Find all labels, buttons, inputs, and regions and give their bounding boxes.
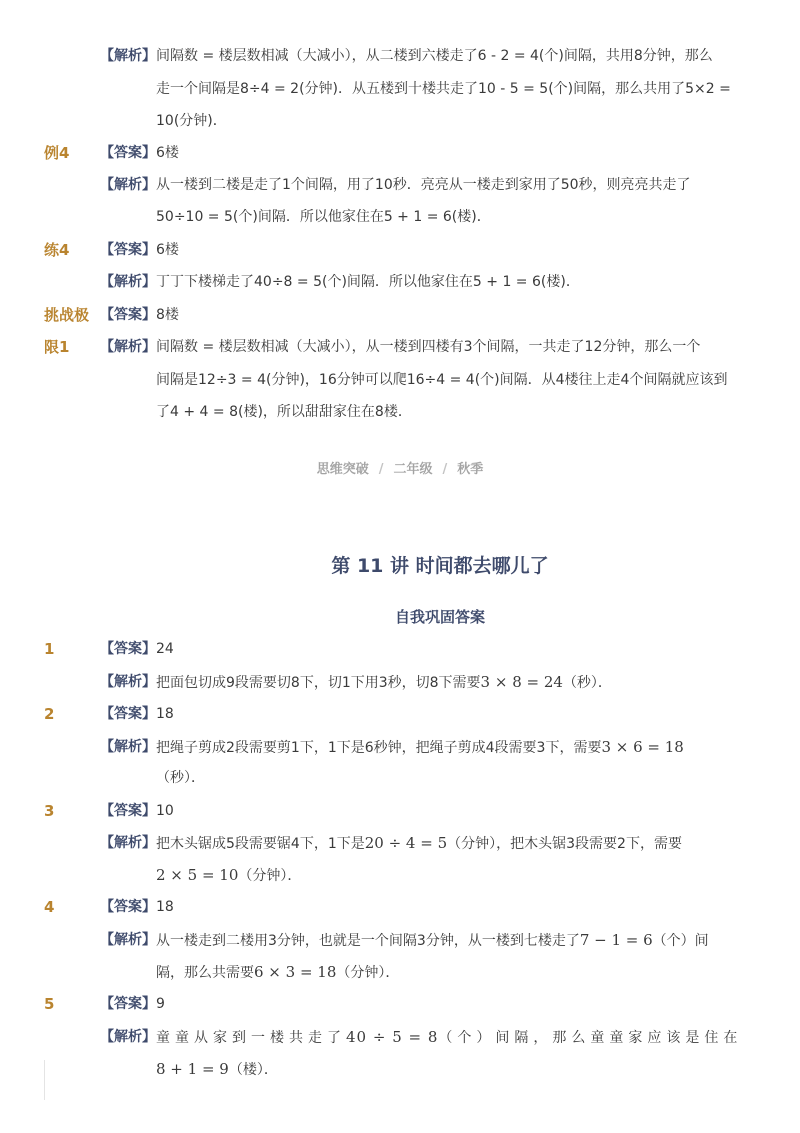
analysis-text	[156, 931, 716, 950]
answer-text: 18	[156, 899, 174, 915]
analysis-text: 间隔是12÷3 = 4(分钟)，16分钟可以爬16÷4 = 4(个)间隔．从4楼往上走4个间隔就应该到	[156, 372, 728, 388]
answer-tag: 【答案】	[100, 307, 156, 323]
answer-tag: 【答案】	[100, 145, 156, 161]
analysis-tag: 【解析】	[100, 739, 156, 755]
analysis-tag: 【解析】	[100, 339, 156, 355]
section-title: 自我巩固答案	[394, 608, 485, 626]
math-expression: 8 + 1 = 9	[156, 1060, 229, 1078]
answer-text: 6楼	[156, 145, 179, 161]
item-number: 2	[44, 705, 55, 723]
answer-tag: 【答案】	[100, 803, 156, 819]
analysis-text-part: （秒）．	[562, 675, 612, 691]
answer-text: 24	[156, 641, 174, 657]
math-expression: 7 − 1 = 6	[579, 931, 653, 949]
answer-text: 9	[156, 996, 165, 1012]
analysis-tag: 【解析】	[100, 177, 156, 193]
analysis-text-part: 把面包切成9段需要切8下，切1下用3秒，切8下需要	[156, 675, 481, 691]
analysis-text-part: 童童从家到一楼共走了	[156, 1030, 346, 1046]
answer-tag: 【答案】	[100, 242, 156, 258]
answer-text: 6楼	[156, 242, 179, 258]
analysis-text: 走一个间隔是8÷4 = 2(分钟)．从五楼到十楼共走了10 - 5 = 5(个)间隔，那么共用了5×2 =	[156, 81, 731, 97]
analysis-text-part: （分钟）．	[238, 868, 302, 884]
math-expression: 3 × 8 = 24	[480, 673, 563, 691]
analysis-text: 间隔数 = 楼层数相减（大减小），从一楼到四楼有3个间隔，一共走了12分钟，那么一个	[156, 339, 701, 355]
footer-separator: /	[378, 462, 384, 477]
analysis-text: 10(分钟)．	[156, 113, 227, 129]
margin-rule	[44, 1060, 45, 1100]
footer-grade: 二年级	[393, 462, 433, 477]
practice-label: 练4	[44, 241, 70, 259]
analysis-text-part: 从一楼走到二楼用3分钟，也就是一个间隔3分钟，从一楼到七楼走了	[156, 933, 580, 949]
analysis-text	[156, 673, 716, 692]
analysis-text	[156, 834, 716, 853]
analysis-text-part: （个）间	[652, 933, 709, 949]
analysis-text	[156, 1028, 743, 1047]
analysis-text-part: （分钟），把木头锯3段需要2下，需要	[447, 836, 682, 852]
analysis-text-part: 把木头锯成5段需要锯4下，1下是	[156, 836, 365, 852]
footer-separator: /	[442, 462, 448, 477]
answer-tag: 【答案】	[100, 641, 156, 657]
answer-text: 8楼	[156, 307, 179, 323]
analysis-text-part: （楼）．	[228, 1062, 278, 1078]
answer-tag: 【答案】	[100, 899, 156, 915]
math-expression: 20 ÷ 4 = 5	[364, 834, 448, 852]
challenge-label: 挑战极	[44, 306, 90, 324]
math-expression: 3 × 6 = 18	[601, 738, 684, 756]
analysis-tag: 【解析】	[100, 835, 156, 851]
analysis-text-part: 把绳子剪成2段需要剪1下，1下是6秒钟，把绳子剪成4段需要3下，需要	[156, 740, 602, 756]
math-expression: 40 ÷ 5 = 8	[346, 1028, 439, 1046]
chapter-title: 第 11 讲 时间都去哪儿了	[331, 555, 549, 577]
item-number: 3	[44, 802, 55, 820]
analysis-text	[156, 866, 716, 885]
analysis-tag: 【解析】	[100, 674, 156, 690]
answer-tag: 【答案】	[100, 706, 156, 722]
analysis-text: 从一楼到二楼是走了1个间隔，用了10秒．亮亮从一楼走到家用了50秒，则亮亮共走了	[156, 177, 691, 193]
example-label: 例4	[44, 144, 70, 162]
analysis-text: 间隔数 = 楼层数相减（大减小），从二楼到六楼走了6 - 2 = 4(个)间隔，共用8分钟，那么	[156, 48, 713, 64]
analysis-text	[156, 963, 716, 982]
footer-book: 思维突破	[316, 462, 369, 477]
math-expression: 2 × 5 = 10	[156, 866, 239, 884]
item-number: 5	[44, 995, 55, 1013]
analysis-text-part: （秒）．	[156, 770, 205, 786]
challenge-label-2: 限1	[44, 338, 70, 356]
analysis-text-part: （分钟）．	[336, 965, 400, 981]
analysis-tag: 【解析】	[100, 1029, 156, 1045]
analysis-text-part: （个）间隔，那么童童家应该是住在	[438, 1030, 743, 1046]
analysis-text	[156, 1060, 716, 1079]
math-expression: 6 × 3 = 18	[254, 963, 337, 981]
analysis-text: 50÷10 = 5(个)间隔．所以他家住在5 + 1 = 6(楼)．	[156, 209, 491, 225]
item-number: 4	[44, 898, 55, 916]
analysis-text: 了4 + 4 = 8(楼)，所以甜甜家住在8楼．	[156, 404, 412, 420]
answer-text: 18	[156, 706, 174, 722]
answer-tag: 【答案】	[100, 996, 156, 1012]
page-footer	[0, 458, 800, 477]
analysis-tag: 【解析】	[100, 48, 156, 64]
analysis-text-part: 隔，那么共需要	[156, 965, 254, 981]
analysis-tag: 【解析】	[100, 274, 156, 290]
item-number: 1	[44, 640, 55, 658]
analysis-text	[156, 738, 716, 757]
footer-term: 秋季	[457, 462, 484, 477]
analysis-tag: 【解析】	[100, 932, 156, 948]
answer-text: 10	[156, 803, 174, 819]
analysis-text: 丁丁下楼梯走了40÷8 = 5(个)间隔．所以他家住在5 + 1 = 6(楼)．	[156, 274, 580, 290]
